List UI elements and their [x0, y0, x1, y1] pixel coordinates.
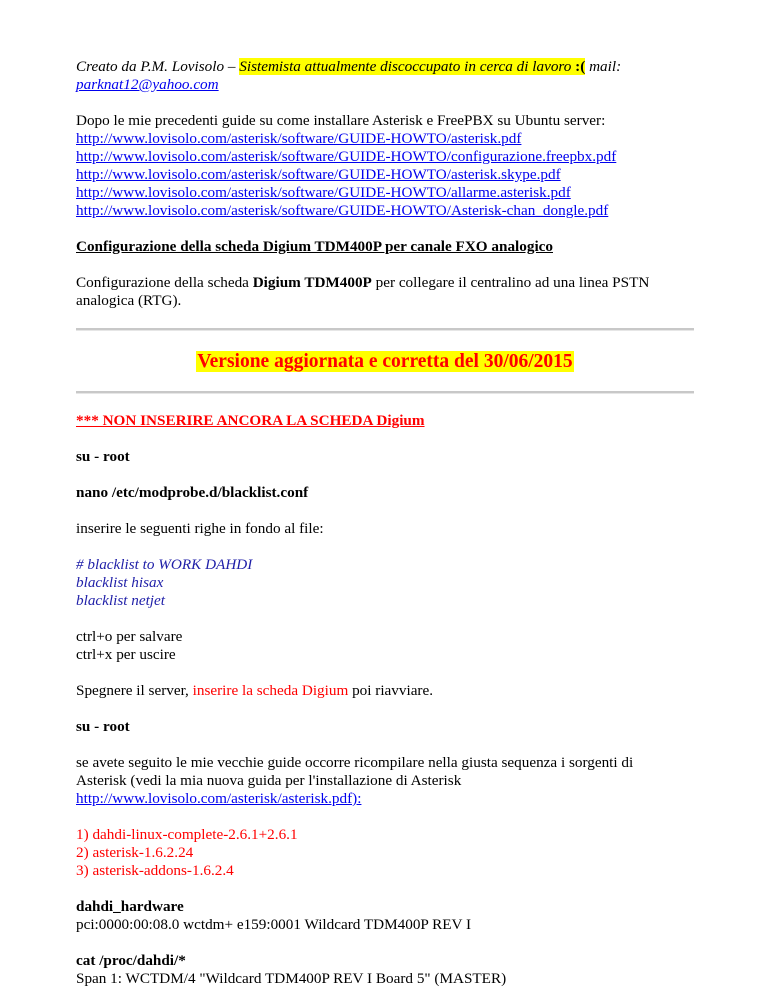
old-guides-line2: Asterisk (vedi la mia nuova guida per l'installazione di Asterisk [76, 772, 462, 789]
guide-link-allarme[interactable]: http://www.lovisolo.com/asterisk/software/GUIDE-HOWTO/allarme.asterisk.pdf [76, 184, 571, 201]
card-name: Digium TDM400P [252, 274, 372, 291]
package-asterisk: 2) asterisk-1.6.2.24 [76, 844, 194, 861]
guide-link-dongle[interactable]: http://www.lovisolo.com/asterisk/software/GUIDE-HOWTO/Asterisk-chan_dongle.pdf [76, 202, 609, 219]
guide-link-asterisk[interactable]: http://www.lovisolo.com/asterisk/software/GUIDE-HOWTO/asterisk.pdf [76, 130, 522, 147]
package-addons: 3) asterisk-addons-1.6.2.4 [76, 862, 234, 879]
description: Configurazione della scheda Digium TDM400P per collegare il centralino ad una linea PSTN [76, 274, 650, 291]
job-highlight: Sistemista attualmente discoccupato in cerca di lavoro :( [239, 58, 586, 75]
intro-text: Dopo le mie precedenti guide su come installare Asterisk e FreePBX su Ubuntu server: [76, 112, 606, 129]
document-page [76, 58, 694, 988]
cmd-nano: nano /etc/modprobe.d/blacklist.conf [76, 484, 309, 501]
save-instruction: ctrl+o per salvare [76, 628, 183, 645]
insert-card-text: inserire la scheda Digium [192, 682, 349, 699]
cmd-su-root: su - root [76, 448, 130, 465]
author-prefix: Creato da P.M. Lovisolo – [76, 58, 240, 75]
author-line [76, 58, 694, 76]
version-banner: Versione aggiornata e corretta del 30/06/2015 [197, 351, 573, 372]
append-instruction: inserire le seguenti righe in fondo al file: [76, 520, 324, 537]
cmd-su-root-2: su - root [76, 718, 130, 735]
blacklist-hisax: blacklist hisax [76, 574, 164, 591]
hardware-output: pci:0000:00:08.0 wctdm+ e159:0001 Wildcard TDM400P REV I [76, 916, 472, 933]
warning-text: *** NON INSERIRE ANCORA LA SCHEDA Digium [76, 412, 425, 429]
divider-top [76, 328, 694, 331]
new-guide-link[interactable]: http://www.lovisolo.com/asterisk/asterisk.pdf): [76, 790, 362, 807]
guide-link-skype[interactable]: http://www.lovisolo.com/asterisk/software/GUIDE-HOWTO/asterisk.skype.pdf [76, 166, 561, 183]
cmd-dahdi-hardware: dahdi_hardware [76, 898, 184, 915]
section-title: Configurazione della scheda Digium TDM400P per canale FXO analogico [76, 238, 553, 255]
smiley: :( [575, 58, 586, 75]
guide-link-freepbx[interactable]: http://www.lovisolo.com/asterisk/software/GUIDE-HOWTO/configurazione.freepbx.pdf [76, 148, 617, 165]
mail-label: mail: [589, 58, 622, 75]
span-output: Span 1: WCTDM/4 "Wildcard TDM400P REV I Board 5" (MASTER) [76, 970, 507, 987]
old-guides-line1: se avete seguito le mie vecchie guide occorre ricompilare nella giusta sequenza i sorgenti di [76, 754, 634, 771]
divider-bottom [76, 391, 694, 394]
exit-instruction: ctrl+x per uscire [76, 646, 176, 663]
email-link[interactable]: parknat12@yahoo.com [76, 76, 219, 93]
restart-instruction: Spegnere il server, inserire la scheda Digium poi riavviare. [76, 682, 434, 699]
description-line2: analogica (RTG). [76, 292, 182, 309]
blacklist-netjet: blacklist netjet [76, 592, 165, 609]
package-dahdi: 1) dahdi-linux-complete-2.6.1+2.6.1 [76, 826, 298, 843]
blacklist-comment: # blacklist to WORK DAHDI [76, 556, 253, 573]
cmd-cat-proc: cat /proc/dahdi/* [76, 952, 186, 969]
